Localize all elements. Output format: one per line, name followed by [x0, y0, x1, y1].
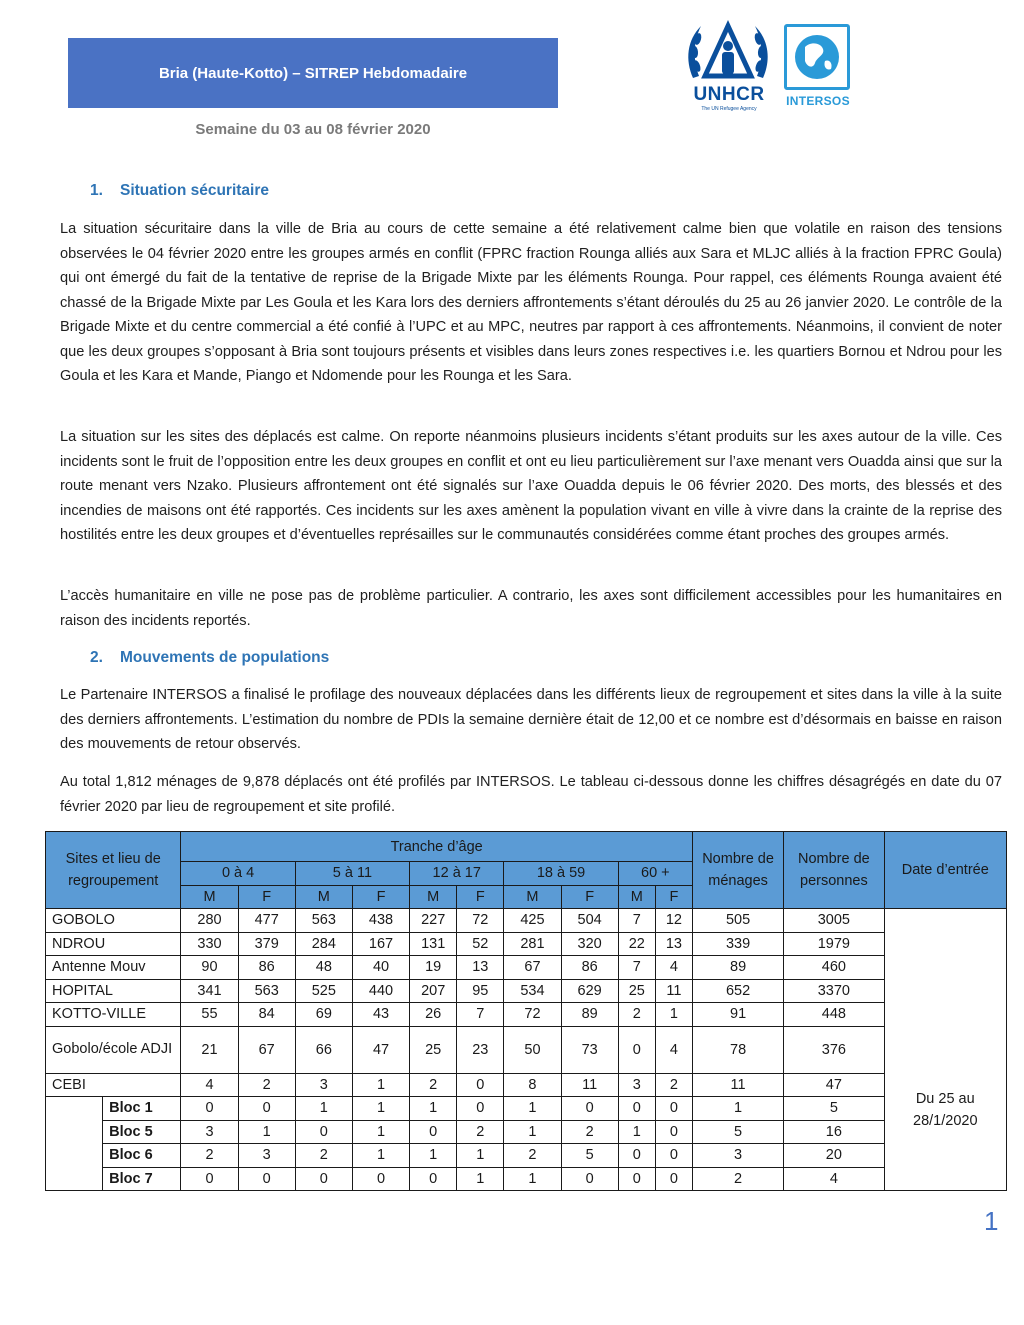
sex-f: F: [352, 885, 409, 909]
age-sex-value: 1: [504, 1167, 561, 1191]
age-sex-value: 95: [457, 979, 504, 1003]
age-sex-value: 1: [410, 1097, 457, 1121]
age-sex-value: 167: [352, 932, 409, 956]
site-name: GOBOLO: [46, 909, 181, 933]
site-name: CEBI: [46, 1073, 181, 1097]
menages-value: 652: [692, 979, 783, 1003]
age-sex-value: 2: [238, 1073, 295, 1097]
bloc-name: Bloc 6: [103, 1144, 181, 1168]
sex-m: M: [618, 885, 655, 909]
age-sex-value: 72: [457, 909, 504, 933]
age-sex-value: 25: [410, 1026, 457, 1073]
unhcr-logo: [683, 20, 773, 112]
age-sex-value: 40: [352, 956, 409, 980]
header-sites: Sites et lieu de regroupement: [46, 832, 181, 909]
age-sex-value: 66: [295, 1026, 352, 1073]
age-sex-value: 0: [295, 1167, 352, 1191]
age-group-18-59: 18 à 59: [504, 862, 618, 886]
sex-f: F: [561, 885, 618, 909]
age-sex-value: 25: [618, 979, 655, 1003]
age-sex-value: 131: [410, 932, 457, 956]
age-sex-value: 11: [655, 979, 692, 1003]
site-name: Antenne Mouv: [46, 956, 181, 980]
subrow-indent: [46, 1144, 103, 1168]
table-header-row-1: [46, 832, 1007, 862]
age-sex-value: 52: [457, 932, 504, 956]
sex-f: F: [457, 885, 504, 909]
age-sex-value: 55: [181, 1003, 238, 1027]
age-sex-value: 440: [352, 979, 409, 1003]
age-sex-value: 0: [181, 1167, 238, 1191]
age-group-60-plus: 60 +: [618, 862, 692, 886]
age-sex-value: 1: [238, 1120, 295, 1144]
age-sex-value: 50: [504, 1026, 561, 1073]
title-banner: [68, 38, 558, 108]
age-sex-value: 0: [655, 1167, 692, 1191]
section-2-heading: [90, 649, 329, 667]
age-sex-value: 379: [238, 932, 295, 956]
age-sex-value: 284: [295, 932, 352, 956]
age-sex-value: 534: [504, 979, 561, 1003]
age-group-12-17: 12 à 17: [410, 862, 504, 886]
table-row: [46, 932, 1007, 956]
table-row: [46, 1003, 1007, 1027]
age-sex-value: 280: [181, 909, 238, 933]
age-sex-value: 281: [504, 932, 561, 956]
age-sex-value: 0: [410, 1167, 457, 1191]
age-sex-value: 563: [238, 979, 295, 1003]
age-sex-value: 86: [561, 956, 618, 980]
section-1-heading: [90, 182, 269, 200]
age-sex-value: 0: [655, 1120, 692, 1144]
entry-date: Du 25 au 28/1/2020: [884, 909, 1006, 1191]
personnes-value: 376: [784, 1026, 884, 1073]
bloc-name: Bloc 1: [103, 1097, 181, 1121]
table-subrow: [46, 1167, 1007, 1191]
age-sex-value: 1: [295, 1097, 352, 1121]
age-sex-value: 84: [238, 1003, 295, 1027]
section-1-number: 1.: [90, 182, 103, 199]
age-sex-value: 67: [238, 1026, 295, 1073]
age-sex-value: 0: [457, 1073, 504, 1097]
age-group-0-4: 0 à 4: [181, 862, 295, 886]
age-sex-value: 477: [238, 909, 295, 933]
age-sex-value: 0: [655, 1144, 692, 1168]
age-sex-value: 26: [410, 1003, 457, 1027]
age-sex-value: 2: [655, 1073, 692, 1097]
section-1-paragraph-2: La situation sur les sites des déplacés est calme. On reporte néanmoins plusieurs incidents s’étant produits sur les axes autour de la ville. Ces incidents sont le fruit de l’opposition entre les deux groupes en conflit et ont eu lieu particulièrement sur l’axe menant vers Ouadda ainsi que sur la route menant vers Nzako. Plusieurs affrontement ont été signalés sur l’axe Ouadda depuis le 06 février 2020. Des morts, des blessés et des incendies de maisons ont été rapportés. Ces incidents sur les axes amènent la population vivant en ville à vivre dans la crainte de la reprise des hostilités entre les deux groupes et d’éventuelles représailles sur le communautés considérées comme étant proches des groupes armés.: [60, 429, 1002, 543]
age-sex-value: 3: [181, 1120, 238, 1144]
personnes-value: 448: [784, 1003, 884, 1027]
section-1-title: Situation sécuritaire: [120, 182, 270, 199]
age-sex-value: 3: [295, 1073, 352, 1097]
menages-value: 91: [692, 1003, 783, 1027]
age-sex-value: 67: [504, 956, 561, 980]
banner-title: Bria (Haute-Kotto) – SITREP Hebdomadaire: [158, 64, 468, 82]
age-sex-value: 3: [618, 1073, 655, 1097]
section-1-paragraph-1: La situation sécuritaire dans la ville de Bria au cours de cette semaine a été relativement calme bien que volatile en raison des tensions observées le 04 février 2020 entre les groupes armés en conflit (FPRC fraction Rounga alliés aux Sara et MLJC alliés à la fraction FPRC Goula) qui ont émergé du fait de la tentative de reprise de la Brigade Mixte par les éléments Rounga. Pour rappel, ces éléments Rounga avaient été chassé de la Brigade Mixte par Les Goula et les Kara lors des derniers affrontements s’étant déroulés du 25 au 26 janvier 2020. Le contrôle de la Brigade Mixte et du centre commercial a été confié à l’UPC et au MPC, neutres par rapport à ces affrontements. Néanmoins, il convient de noter que les deux groupes s’opposant à Bria sont toujours présents et visibles dans leurs zones respectives i.e. les quartiers Bornou et Ndrou pour les Goula et les Kara et Mande, Piango et Ndomende pour les Rounga et les Sara.: [60, 221, 1002, 384]
table-subrow: [46, 1120, 1007, 1144]
age-sex-value: 0: [618, 1144, 655, 1168]
age-sex-value: 4: [181, 1073, 238, 1097]
table-body: [46, 909, 1007, 1191]
intersos-wordmark: INTERSOS: [786, 94, 850, 108]
age-sex-value: 43: [352, 1003, 409, 1027]
age-sex-value: 341: [181, 979, 238, 1003]
section-2-number: 2.: [90, 649, 103, 666]
section-1-paragraph-3: L’accès humanitaire en ville ne pose pas de problème particulier. A contrario, les axes sont difficilement accessibles pour les humanitaires en raison des incidents reportés.: [60, 588, 1002, 629]
age-sex-value: 227: [410, 909, 457, 933]
intersos-frame: [784, 24, 850, 90]
age-sex-value: 7: [618, 909, 655, 933]
age-sex-value: 0: [181, 1097, 238, 1121]
age-sex-value: 13: [655, 932, 692, 956]
menages-value: 11: [692, 1073, 783, 1097]
unhcr-wordmark: UNHCR: [693, 84, 765, 105]
age-sex-value: 23: [457, 1026, 504, 1073]
age-sex-value: 1: [410, 1144, 457, 1168]
personnes-value: 4: [784, 1167, 884, 1191]
age-sex-value: 1: [352, 1144, 409, 1168]
age-sex-value: 2: [504, 1144, 561, 1168]
subrow-indent: [46, 1097, 103, 1121]
unhcr-emblem-icon: [683, 20, 773, 84]
page-number: 1: [984, 1206, 999, 1236]
age-sex-value: 47: [352, 1026, 409, 1073]
site-name: KOTTO-VILLE: [46, 1003, 181, 1027]
age-sex-value: 11: [561, 1073, 618, 1097]
bloc-name: Bloc 5: [103, 1120, 181, 1144]
header-personnes: Nombre de personnes: [784, 832, 884, 909]
site-name: HOPITAL: [46, 979, 181, 1003]
age-sex-value: 22: [618, 932, 655, 956]
age-sex-value: 1: [655, 1003, 692, 1027]
age-sex-value: 0: [352, 1167, 409, 1191]
age-sex-value: 1: [352, 1120, 409, 1144]
menages-value: 89: [692, 956, 783, 980]
age-sex-value: 1: [352, 1073, 409, 1097]
age-sex-value: 1: [457, 1167, 504, 1191]
age-sex-value: 0: [561, 1097, 618, 1121]
age-sex-value: 2: [561, 1120, 618, 1144]
header-age-range: Tranche d’âge: [181, 832, 693, 862]
age-sex-value: 0: [295, 1120, 352, 1144]
age-sex-value: 73: [561, 1026, 618, 1073]
age-sex-value: 12: [655, 909, 692, 933]
age-sex-value: 5: [561, 1144, 618, 1168]
table-subrow: [46, 1144, 1007, 1168]
subrow-indent: [46, 1120, 103, 1144]
personnes-value: 20: [784, 1144, 884, 1168]
site-name: NDROU: [46, 932, 181, 956]
age-sex-value: 0: [410, 1120, 457, 1144]
personnes-value: 47: [784, 1073, 884, 1097]
menages-value: 339: [692, 932, 783, 956]
age-sex-value: 0: [655, 1097, 692, 1121]
age-group-5-11: 5 à 11: [295, 862, 409, 886]
personnes-value: 3005: [784, 909, 884, 933]
age-sex-value: 330: [181, 932, 238, 956]
unhcr-tagline: The UN Refugee Agency: [701, 106, 757, 112]
displacement-table: [45, 831, 1007, 1191]
personnes-value: 16: [784, 1120, 884, 1144]
age-sex-value: 86: [238, 956, 295, 980]
table-row: [46, 956, 1007, 980]
age-sex-value: 7: [457, 1003, 504, 1027]
age-sex-value: 8: [504, 1073, 561, 1097]
age-sex-value: 13: [457, 956, 504, 980]
age-sex-value: 1: [504, 1097, 561, 1121]
age-sex-value: 2: [618, 1003, 655, 1027]
age-sex-value: 1: [457, 1144, 504, 1168]
table-row: [46, 1026, 1007, 1073]
sex-f: F: [238, 885, 295, 909]
menages-value: 78: [692, 1026, 783, 1073]
age-sex-value: 4: [655, 956, 692, 980]
subrow-indent: [46, 1167, 103, 1191]
age-sex-value: 0: [457, 1097, 504, 1121]
age-sex-value: 0: [561, 1167, 618, 1191]
menages-value: 505: [692, 909, 783, 933]
section-2-paragraph-1: Le Partenaire INTERSOS a finalisé le profilage des nouveaux déplacées dans les différents lieux de regroupement et sites dans la ville à la suite des derniers affrontements. L’estimation du nombre de PDIs la semaine dernière était de 12,00 et ce nombre est d’désormais en baisse en raison des mouvements de retour observés.: [60, 687, 1002, 752]
menages-value: 5: [692, 1120, 783, 1144]
personnes-value: 3370: [784, 979, 884, 1003]
sex-m: M: [181, 885, 238, 909]
age-sex-value: 0: [238, 1167, 295, 1191]
age-sex-value: 1: [504, 1120, 561, 1144]
age-sex-value: 0: [618, 1167, 655, 1191]
age-sex-value: 629: [561, 979, 618, 1003]
age-sex-value: 4: [655, 1026, 692, 1073]
age-sex-value: 3: [238, 1144, 295, 1168]
age-sex-value: 19: [410, 956, 457, 980]
age-sex-value: 0: [618, 1097, 655, 1121]
header-menages: Nombre de ménages: [692, 832, 783, 909]
age-sex-value: 207: [410, 979, 457, 1003]
age-sex-value: 2: [457, 1120, 504, 1144]
age-sex-value: 425: [504, 909, 561, 933]
age-sex-value: 320: [561, 932, 618, 956]
sex-m: M: [410, 885, 457, 909]
sex-m: M: [295, 885, 352, 909]
age-sex-value: 7: [618, 956, 655, 980]
section-2-paragraph-2: Au total 1,812 ménages de 9,878 déplacés ont été profilés par INTERSOS. Le tableau ci-dessous donne les chiffres désagrégés en date du 07 février 2020 par lieu de regroupement et site profilé.: [60, 774, 1002, 815]
age-sex-value: 0: [238, 1097, 295, 1121]
table-row: [46, 979, 1007, 1003]
age-sex-value: 1: [352, 1097, 409, 1121]
age-sex-value: 2: [181, 1144, 238, 1168]
age-sex-value: 504: [561, 909, 618, 933]
age-sex-value: 48: [295, 956, 352, 980]
age-sex-value: 89: [561, 1003, 618, 1027]
sex-m: M: [504, 885, 561, 909]
table-subrow: [46, 1097, 1007, 1121]
age-sex-value: 1: [618, 1120, 655, 1144]
age-sex-value: 563: [295, 909, 352, 933]
globe-icon: [787, 27, 847, 87]
header-date: Date d’entrée: [884, 832, 1006, 909]
personnes-value: 460: [784, 956, 884, 980]
menages-value: 3: [692, 1144, 783, 1168]
table-row: [46, 909, 1007, 933]
table-row: [46, 1073, 1007, 1097]
age-sex-value: 69: [295, 1003, 352, 1027]
age-sex-value: 90: [181, 956, 238, 980]
age-sex-value: 21: [181, 1026, 238, 1073]
site-name: Gobolo/école ADJI: [46, 1026, 181, 1073]
week-subtitle: Semaine du 03 au 08 février 2020: [195, 121, 431, 138]
age-sex-value: 0: [618, 1026, 655, 1073]
intersos-logo: [782, 24, 852, 110]
menages-value: 1: [692, 1097, 783, 1121]
age-sex-value: 72: [504, 1003, 561, 1027]
sex-f: F: [655, 885, 692, 909]
age-sex-value: 2: [295, 1144, 352, 1168]
bloc-name: Bloc 7: [103, 1167, 181, 1191]
personnes-value: 1979: [784, 932, 884, 956]
age-sex-value: 525: [295, 979, 352, 1003]
personnes-value: 5: [784, 1097, 884, 1121]
age-sex-value: 2: [410, 1073, 457, 1097]
age-sex-value: 438: [352, 909, 409, 933]
menages-value: 2: [692, 1167, 783, 1191]
section-2-title: Mouvements de populations: [120, 649, 330, 666]
